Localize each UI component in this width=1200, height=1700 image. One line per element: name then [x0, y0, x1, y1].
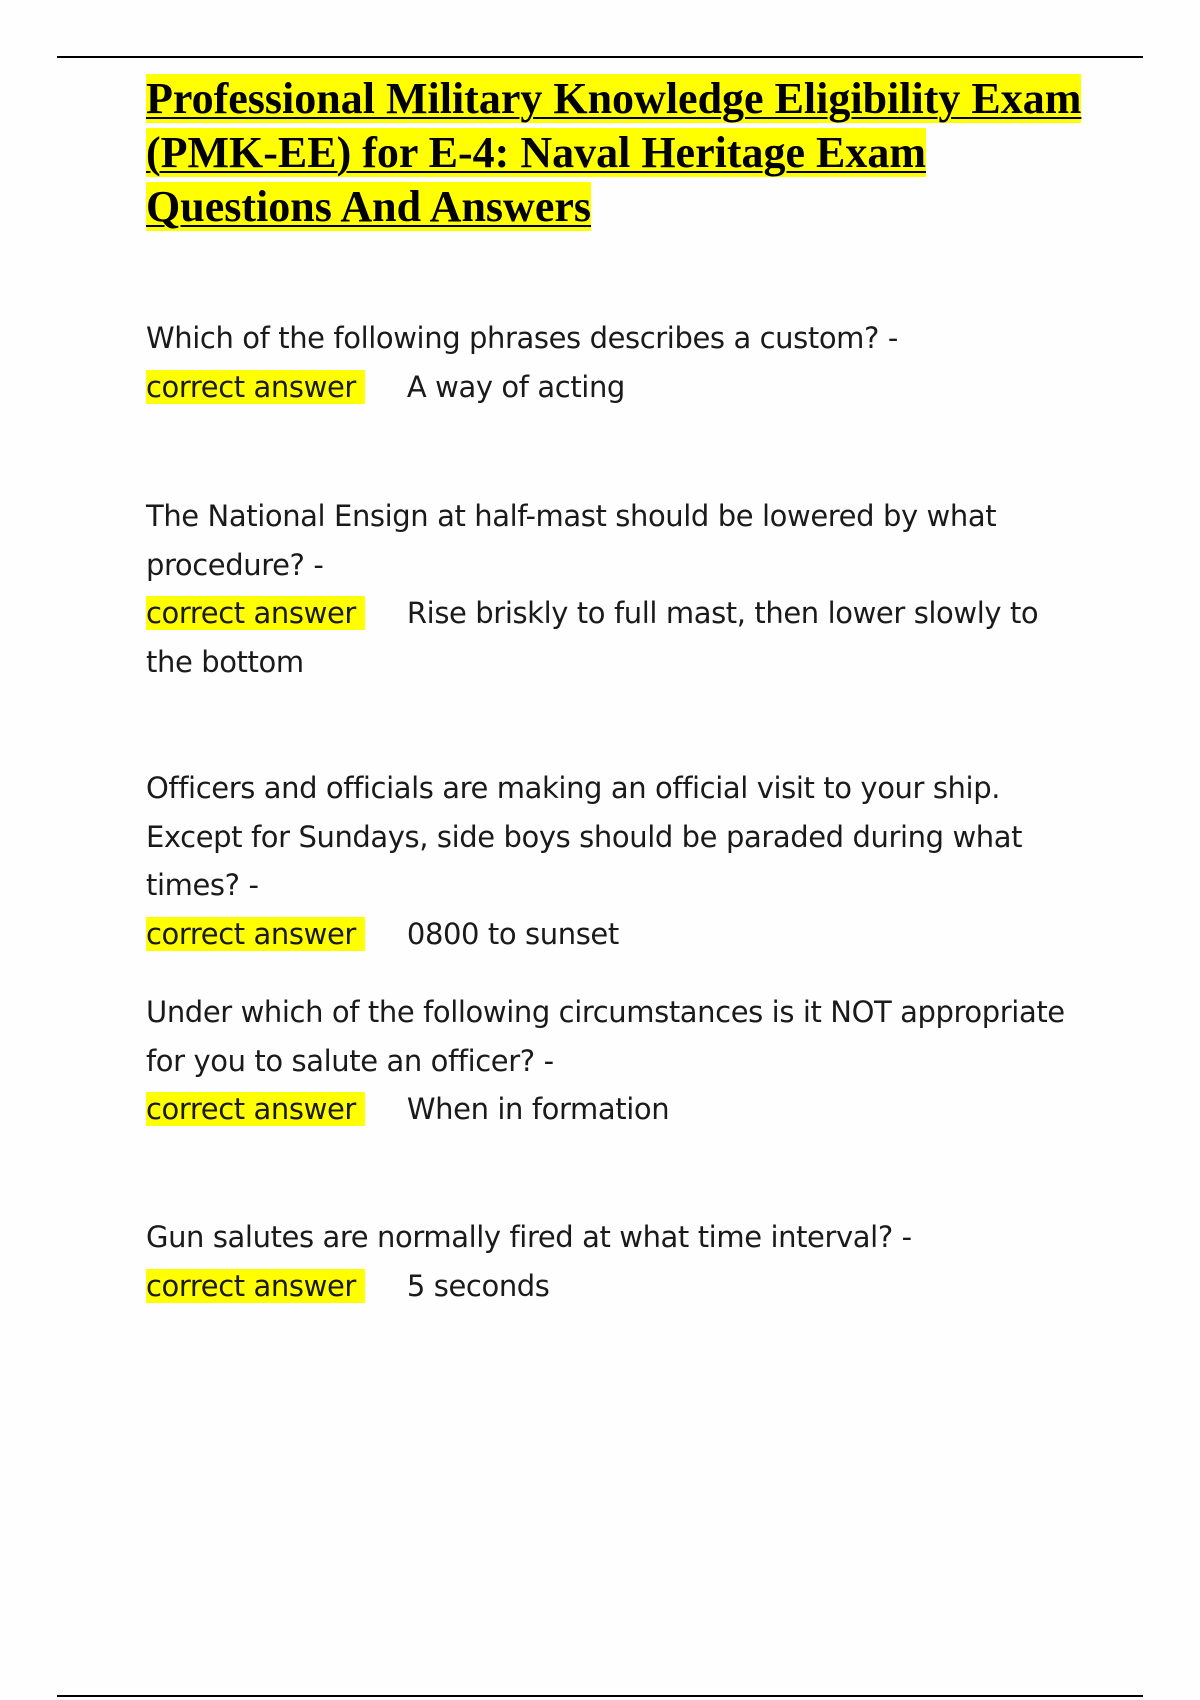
- qa-item: [146, 492, 1091, 686]
- footer-rule: [57, 1695, 1143, 1697]
- document-body: [146, 72, 1091, 1303]
- answer-text: A way of acting: [406, 369, 625, 404]
- question-text: Officers and officials are making an official visit to your ship. Except for Sundays, side boys should be paraded during what times? -: [146, 771, 1023, 902]
- question-text: Gun salutes are normally fired at what time interval? -: [146, 1220, 912, 1254]
- answer-label: correct answer: [146, 370, 365, 404]
- qa-item: [146, 764, 1091, 958]
- qa-item: [146, 988, 1091, 1134]
- answer-text: 0800 to sunset: [406, 916, 619, 951]
- header-rule: [57, 56, 1143, 58]
- answer-label: correct answer: [146, 1269, 365, 1303]
- answer-text: Rise briskly to full mast, then lower slowly to the bottom: [146, 596, 1039, 679]
- question-text: Under which of the following circumstances is it NOT appropriate for you to salute an officer? -: [146, 995, 1065, 1078]
- question-text: Which of the following phrases describes a custom? -: [146, 321, 898, 355]
- answer-text: When in formation: [406, 1092, 670, 1126]
- answer-label: correct answer: [146, 1092, 365, 1126]
- qa-item: [146, 1213, 912, 1310]
- qa-item: [146, 314, 898, 411]
- question-text: The National Ensign at half-mast should be lowered by what procedure? -: [146, 499, 997, 582]
- answer-text: 5 seconds: [406, 1268, 550, 1303]
- answer-label: correct answer: [146, 596, 365, 630]
- document-title-text: Professional Military Knowledge Eligibility Exam (PMK-EE) for E-4: Naval Heritage Exam Questions And Answers: [146, 74, 1082, 231]
- document-title: [146, 72, 1091, 234]
- answer-label: correct answer: [146, 917, 365, 951]
